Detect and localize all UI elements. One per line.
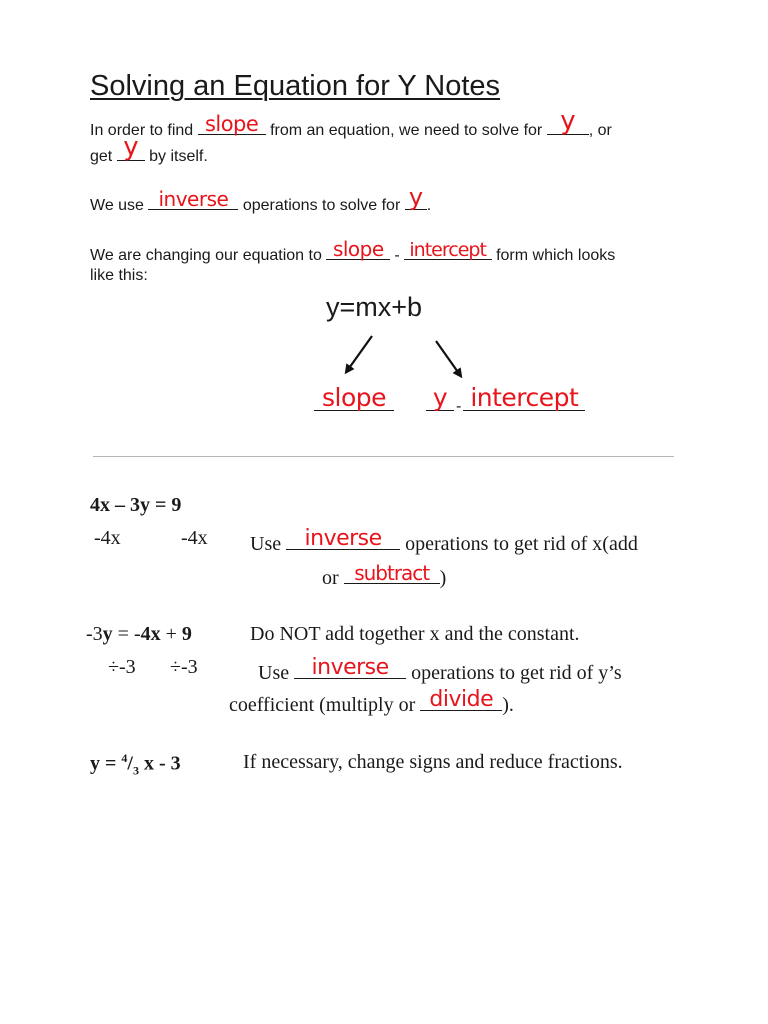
arrow-to-intercept bbox=[436, 341, 460, 375]
step-text: or bbox=[322, 567, 344, 589]
fill-blank bbox=[286, 527, 400, 550]
eq-part: = - bbox=[112, 623, 141, 645]
eq-part: y = bbox=[90, 752, 122, 775]
slope-intercept-formula: y=mx+b bbox=[326, 292, 423, 322]
intro-text: from an equation, we need to solve for bbox=[265, 122, 547, 139]
page-title: Solving an Equation for Y Notes bbox=[90, 70, 501, 102]
handwritten-answer: inverse bbox=[158, 187, 229, 211]
handwritten-answer: slope bbox=[332, 237, 384, 261]
equation-final bbox=[90, 751, 181, 779]
step3-note: If necessary, change signs and reduce fractions. bbox=[243, 751, 623, 773]
eq-part: x - 3 bbox=[138, 752, 181, 775]
dash: - bbox=[394, 247, 400, 264]
slope-label-row bbox=[314, 383, 394, 416]
intro-text: In order to find bbox=[90, 122, 198, 139]
sentence-text: operations to solve for bbox=[238, 197, 405, 214]
step2-instruction bbox=[258, 656, 622, 685]
intro-text: , or bbox=[588, 122, 612, 139]
eq-part: 4x bbox=[140, 623, 161, 645]
dash: - bbox=[456, 398, 462, 415]
handwritten-answer: slope bbox=[204, 112, 259, 136]
fill-blank bbox=[294, 656, 406, 679]
fill-blank bbox=[314, 383, 394, 412]
fill-blank bbox=[463, 383, 585, 412]
handwritten-answer: y bbox=[408, 183, 423, 211]
step-text: ). bbox=[502, 694, 514, 716]
divider-line bbox=[93, 456, 674, 457]
step2-note: Do NOT add together x and the constant. bbox=[250, 623, 580, 645]
handwritten-answer: slope bbox=[321, 383, 387, 412]
divide-right: ÷-3 bbox=[170, 656, 198, 678]
step2-instruction-cont bbox=[229, 688, 514, 717]
fill-blank bbox=[420, 688, 502, 711]
eq-part: + bbox=[160, 623, 182, 645]
fill-blank bbox=[344, 561, 440, 584]
handwritten-answer: y bbox=[560, 106, 576, 136]
fraction-slash: / bbox=[127, 752, 133, 775]
subtract-right: -4x bbox=[181, 527, 208, 549]
step-text: coefficient (multiply or bbox=[229, 694, 421, 716]
handwritten-answer: inverse bbox=[311, 655, 389, 680]
step-text: ) bbox=[439, 567, 447, 589]
sentence-text: We are changing our equation to bbox=[90, 247, 327, 264]
fraction-denominator: 3 bbox=[132, 763, 139, 778]
handwritten-answer: y bbox=[123, 132, 139, 162]
arrow-to-slope bbox=[347, 336, 372, 371]
divide-left: ÷-3 bbox=[108, 656, 136, 678]
handwritten-answer: inverse bbox=[304, 526, 382, 551]
eq-part: -3 bbox=[86, 623, 103, 645]
equation-original: 4x – 3y = 9 bbox=[90, 494, 182, 516]
handwritten-answer: divide bbox=[429, 687, 494, 712]
intro-text: by itself. bbox=[144, 148, 208, 165]
handwritten-answer: y bbox=[432, 383, 448, 412]
step-text: Use bbox=[250, 533, 287, 555]
eq-part: y bbox=[102, 623, 113, 645]
sentence-text: form which looks bbox=[491, 247, 616, 264]
eq-part: 9 bbox=[181, 623, 192, 645]
form-line-2: like this: bbox=[90, 267, 148, 284]
subtract-left: -4x bbox=[94, 527, 121, 549]
intro-text: get bbox=[90, 148, 117, 165]
sentence-text: . bbox=[426, 197, 432, 214]
step-text: Use bbox=[258, 662, 295, 684]
step-text: operations to get rid of y’s bbox=[406, 662, 622, 684]
equation-step2 bbox=[86, 623, 192, 646]
handwritten-answer: subtract bbox=[354, 561, 430, 585]
handwritten-answer: intercept bbox=[470, 383, 579, 412]
step-text: operations to get rid of x(add bbox=[400, 533, 638, 555]
handwritten-answer: intercept bbox=[409, 239, 486, 261]
sentence-text: We use bbox=[90, 197, 149, 214]
step1-instruction-cont bbox=[322, 561, 446, 590]
step1-instruction bbox=[250, 527, 638, 556]
intercept-label-row bbox=[426, 383, 585, 416]
fraction-numerator: 4 bbox=[121, 751, 128, 765]
fill-blank bbox=[426, 383, 454, 412]
